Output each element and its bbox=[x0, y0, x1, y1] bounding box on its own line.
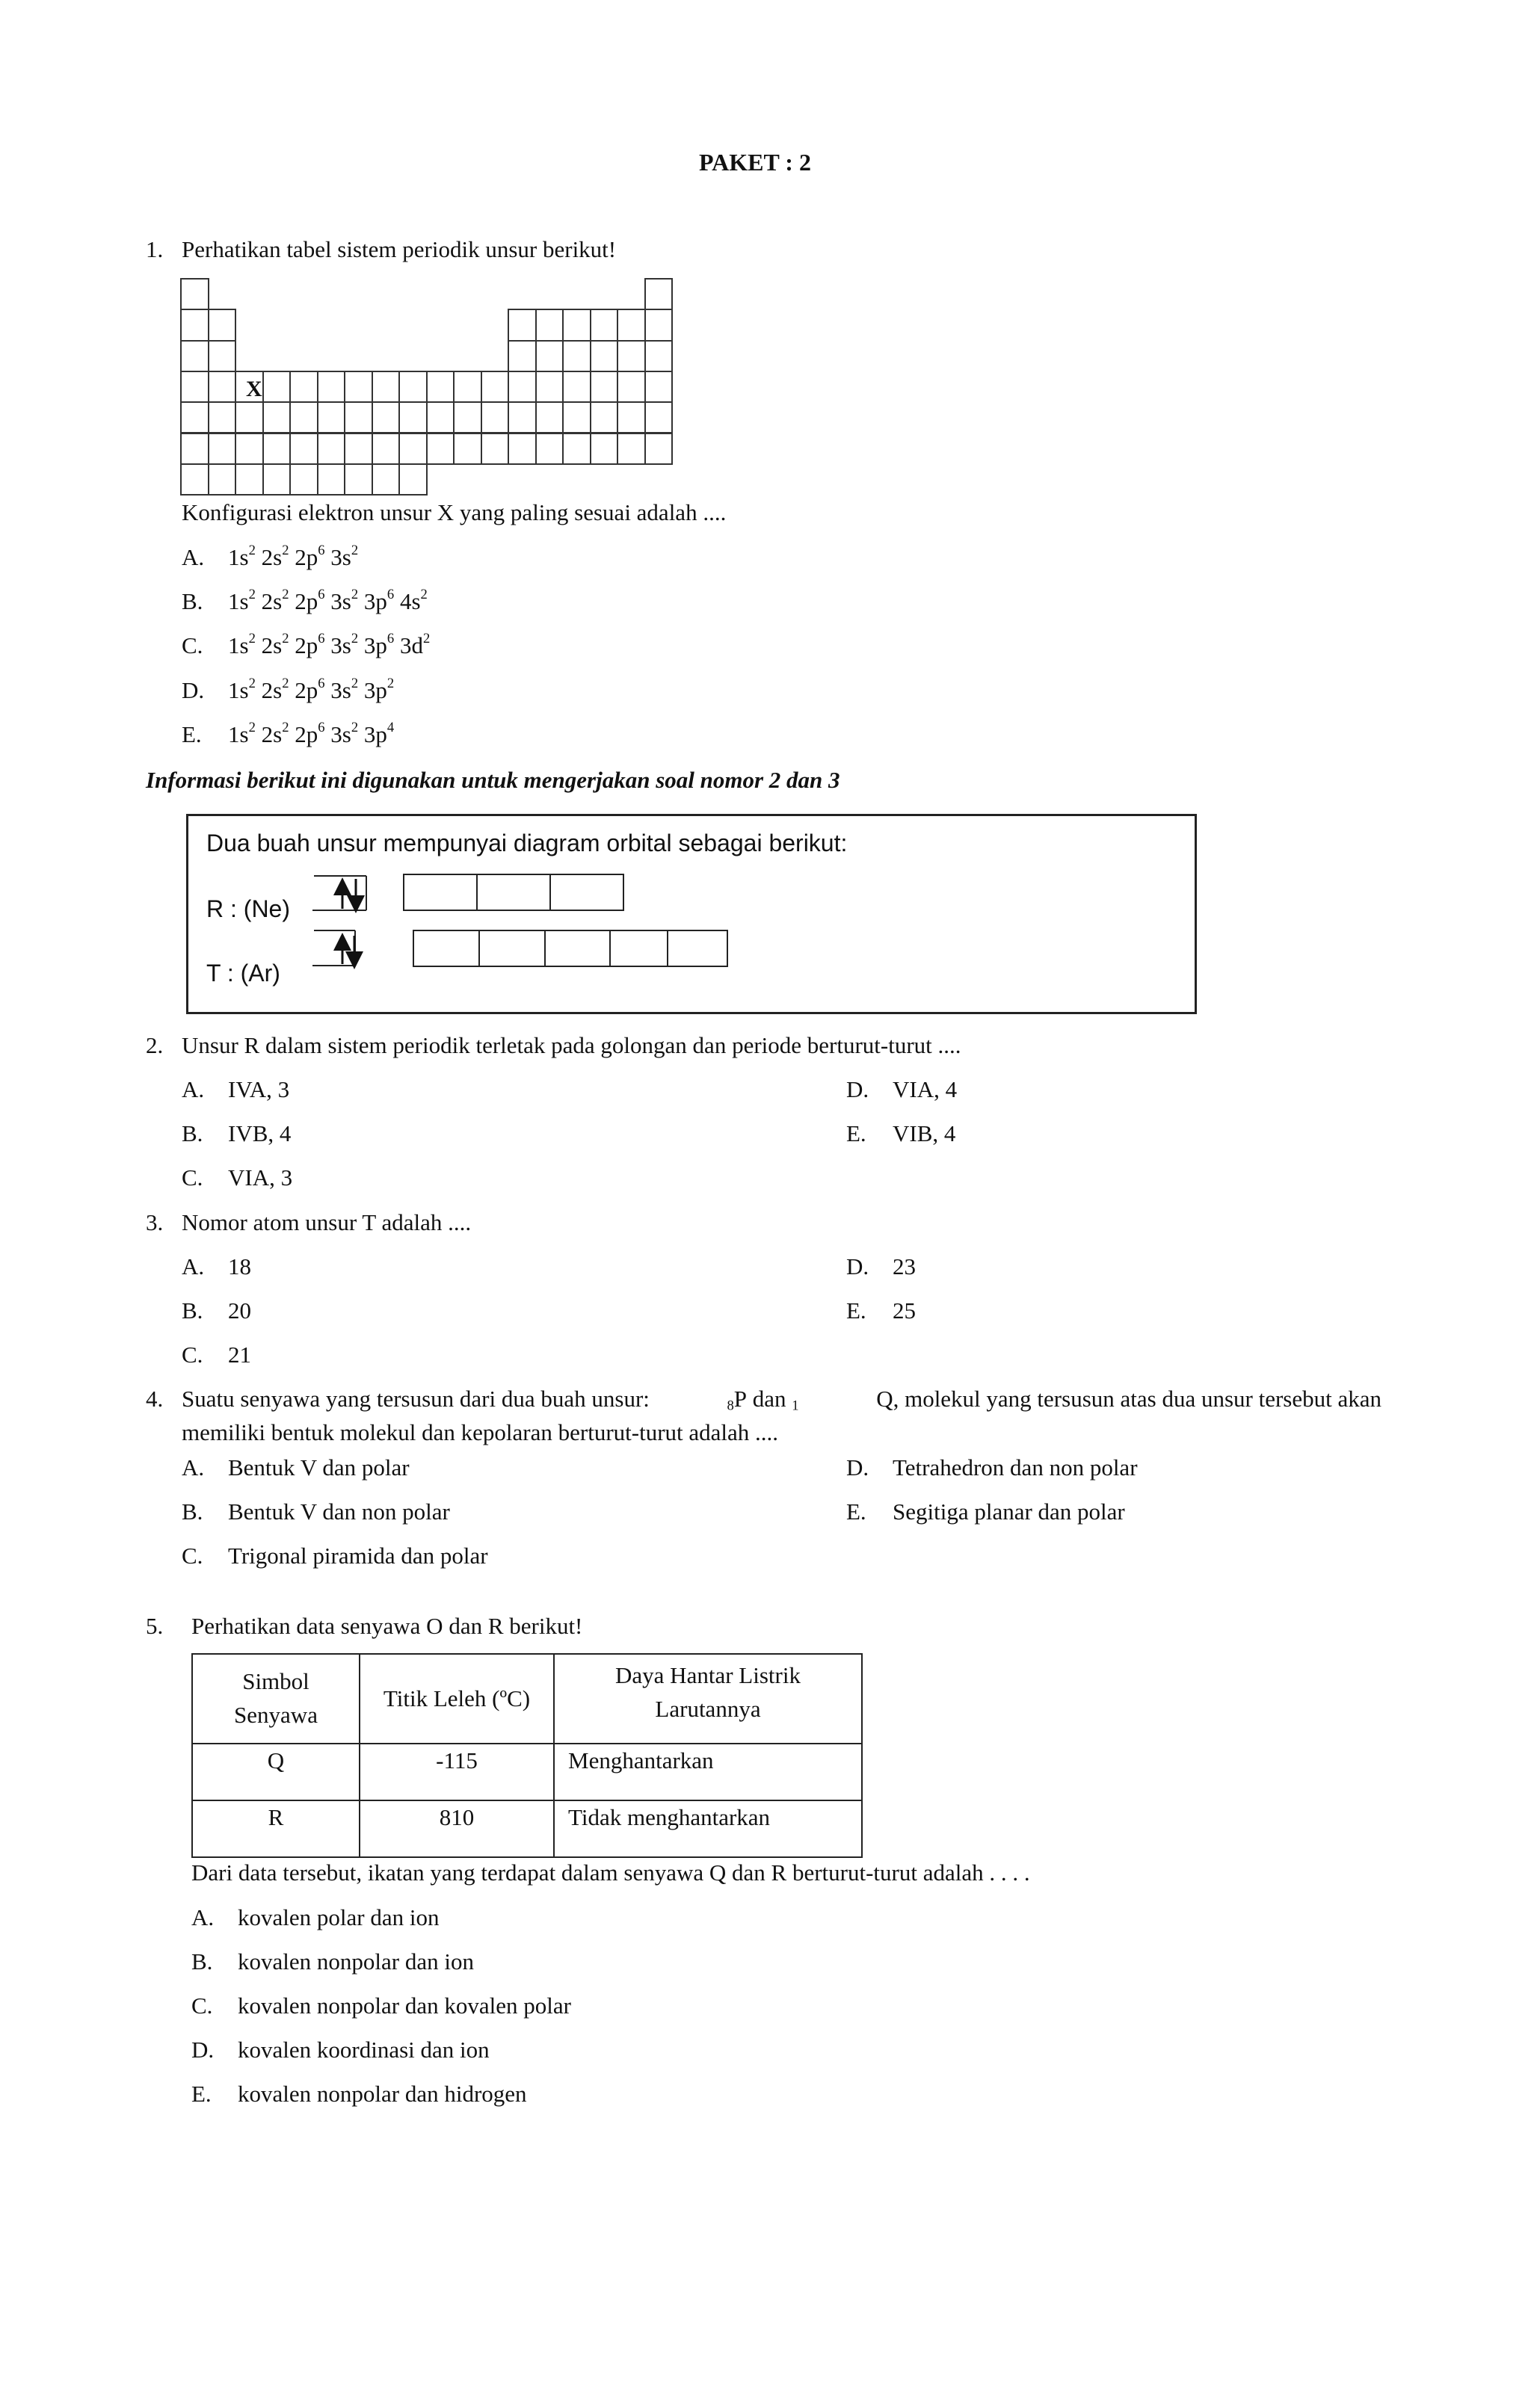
q2-number: 2. bbox=[146, 1032, 164, 1058]
option-letter: D. bbox=[182, 677, 205, 703]
option-letter: D. bbox=[846, 1454, 869, 1481]
option-letter: C. bbox=[182, 1543, 203, 1569]
orbital-term: $2s^2$ bbox=[261, 631, 289, 658]
option-letter: A. bbox=[182, 1253, 205, 1279]
option-text: IVA, 3 bbox=[228, 1076, 290, 1102]
orbital-term: $2p^6$ bbox=[295, 720, 325, 747]
option-letter: C. bbox=[182, 1164, 203, 1191]
table-cell: R bbox=[192, 1800, 360, 1857]
option-text: 23 bbox=[893, 1253, 916, 1279]
q4-stem-a: Suatu senyawa yang tersusun dari dua buah unsur: bbox=[182, 1386, 650, 1412]
option-text: Tetrahedron dan non polar bbox=[893, 1454, 1138, 1481]
t-s-orbital bbox=[312, 930, 355, 966]
option-text: Bentuk V dan non polar bbox=[228, 1498, 450, 1525]
option-letter: B. bbox=[182, 1297, 203, 1324]
q3-number: 3. bbox=[146, 1209, 164, 1235]
q4-stem-b: Q, molekul yang tersusun atas dua unsur tersebut akan bbox=[876, 1386, 1381, 1412]
orbital-term: $1s^2$ bbox=[228, 676, 256, 703]
option-letter: D. bbox=[846, 1253, 869, 1279]
table-header: Daya Hantar Listrik Larutannya bbox=[554, 1654, 862, 1744]
option-text: VIA, 3 bbox=[228, 1164, 293, 1191]
q5-number: 5. bbox=[146, 1613, 164, 1639]
table-row bbox=[192, 1800, 862, 1857]
table-cell: -115 bbox=[360, 1744, 554, 1800]
option-letter: B. bbox=[182, 1120, 203, 1146]
option-letter: B. bbox=[182, 1498, 203, 1525]
option-text: 18 bbox=[228, 1253, 251, 1279]
option-letter: E. bbox=[191, 2081, 212, 2107]
orbital-term: $3p^6$ bbox=[363, 631, 395, 658]
page-title: PAKET : 2 bbox=[699, 149, 811, 176]
option-text: kovalen nonpolar dan kovalen polar bbox=[238, 1992, 571, 2019]
option-text: kovalen nonpolar dan hidrogen bbox=[238, 2081, 527, 2107]
option-letter: E. bbox=[182, 721, 202, 747]
table-cell: Q bbox=[192, 1744, 360, 1800]
option-text: IVB, 4 bbox=[228, 1120, 292, 1146]
option-letter: D. bbox=[191, 2037, 215, 2063]
orbital-term: $3p^2$ bbox=[363, 676, 395, 703]
r-label: R : (Ne) bbox=[206, 895, 290, 922]
q1-stem: Perhatikan tabel sistem periodik unsur berikut! bbox=[182, 236, 617, 262]
orbital-term: $2s^2$ bbox=[261, 676, 289, 703]
orbital-term: $3s^2$ bbox=[330, 631, 359, 658]
orbital-term: $2p^6$ bbox=[295, 543, 325, 570]
q2-stem: Unsur R dalam sistem periodik terletak pada golongan dan periode berturut-turut .... bbox=[182, 1032, 961, 1058]
option-text: VIA, 4 bbox=[893, 1076, 958, 1102]
option-letter: B. bbox=[191, 1948, 213, 1975]
data-table bbox=[191, 1653, 863, 1858]
option-letter: E. bbox=[846, 1297, 866, 1324]
orbital-term: $1s^2$ bbox=[228, 543, 256, 570]
option-letter: C. bbox=[191, 1992, 213, 2019]
option-text: kovalen nonpolar dan ion bbox=[238, 1948, 474, 1975]
option-text: Trigonal piramida dan polar bbox=[228, 1543, 488, 1569]
orbital-term: $1s^2$ bbox=[228, 720, 256, 747]
orbital-term: $3p^6$ bbox=[363, 587, 395, 614]
option-text: Bentuk V dan polar bbox=[228, 1454, 410, 1481]
q4-number: 4. bbox=[146, 1386, 164, 1412]
option-text: kovalen koordinasi dan ion bbox=[238, 2037, 490, 2063]
option-letter: A. bbox=[182, 1076, 205, 1102]
orbital-term: $2s^2$ bbox=[261, 587, 289, 614]
table-cell: Menghantarkan bbox=[554, 1744, 862, 1800]
orbital-term: $3s^2$ bbox=[330, 720, 359, 747]
q5-stem: Perhatikan data senyawa O dan R berikut! bbox=[191, 1613, 583, 1639]
orbital-term: $3s^2$ bbox=[330, 676, 359, 703]
option-text: VIB, 4 bbox=[893, 1120, 956, 1146]
orbital-term: $3s^2$ bbox=[330, 587, 359, 614]
orbital-term: $4s^2$ bbox=[399, 587, 428, 614]
table-cell: 810 bbox=[360, 1800, 554, 1857]
option-letter: C. bbox=[182, 632, 203, 658]
table-header: Titik Leleh (ºC) bbox=[360, 1654, 554, 1744]
q3-stem: Nomor atom unsur T adalah .... bbox=[182, 1209, 472, 1235]
info-note: Informasi berikut ini digunakan untuk mengerjakan soal nomor 2 dan 3 bbox=[146, 767, 840, 793]
option-text: kovalen polar dan ion bbox=[238, 1904, 440, 1930]
orbital-term: $3d^2$ bbox=[399, 631, 431, 658]
option-letter: A. bbox=[182, 1454, 205, 1481]
option-letter: A. bbox=[182, 544, 205, 570]
orbital-term: $1s^2$ bbox=[228, 631, 256, 658]
r-p-orbitals bbox=[404, 874, 623, 910]
orbital-term: $2s^2$ bbox=[261, 543, 289, 570]
orbital-term: $1s^2$ bbox=[228, 587, 256, 614]
option-letter: E. bbox=[846, 1120, 866, 1146]
option-letter: C. bbox=[182, 1342, 203, 1368]
option-text: 25 bbox=[893, 1297, 916, 1324]
orbital-term: $2p^6$ bbox=[295, 631, 325, 658]
option-text: Segitiga planar dan polar bbox=[893, 1498, 1125, 1525]
table-header: Simbol Senyawa bbox=[192, 1654, 360, 1744]
option-letter: A. bbox=[191, 1904, 215, 1930]
table-header-row bbox=[192, 1654, 862, 1744]
orbital-term: $2s^2$ bbox=[261, 720, 289, 747]
q5-prompt: Dari data tersebut, ikatan yang terdapat dalam senyawa Q dan R berturut-turut adalah . . . . bbox=[191, 1859, 1030, 1886]
orbital-term: $2p^6$ bbox=[295, 676, 325, 703]
orbital-term: $3p^4$ bbox=[363, 720, 395, 747]
option-letter: E. bbox=[846, 1498, 866, 1525]
option-letter: D. bbox=[846, 1076, 869, 1102]
orbital-term: $3s^2$ bbox=[330, 543, 359, 570]
option-text: 20 bbox=[228, 1297, 251, 1324]
option-text: 21 bbox=[228, 1342, 251, 1368]
orbital-term: $2p^6$ bbox=[295, 587, 325, 614]
option-letter: B. bbox=[182, 588, 203, 614]
table-row bbox=[192, 1744, 862, 1800]
q1-prompt: Konfigurasi elektron unsur X yang paling sesuai adalah .... bbox=[182, 499, 727, 525]
q4-stem-line1 bbox=[182, 1385, 1381, 1414]
q4-stem-line2: memiliki bentuk molekul dan kepolaran berturut-turut adalah .... bbox=[182, 1419, 779, 1445]
q4-elements: $_8$P dan $_1$ bbox=[727, 1386, 799, 1414]
element-x-label: X bbox=[246, 377, 262, 401]
orbital-box-title: Dua buah unsur mempunyai diagram orbital sebagai berikut: bbox=[206, 830, 848, 856]
t-label: T : (Ar) bbox=[206, 960, 280, 987]
q1-number: 1. bbox=[146, 236, 164, 262]
r-s-orbital bbox=[312, 876, 366, 910]
t-d-orbitals bbox=[413, 930, 727, 966]
table-cell: Tidak menghantarkan bbox=[554, 1800, 862, 1857]
